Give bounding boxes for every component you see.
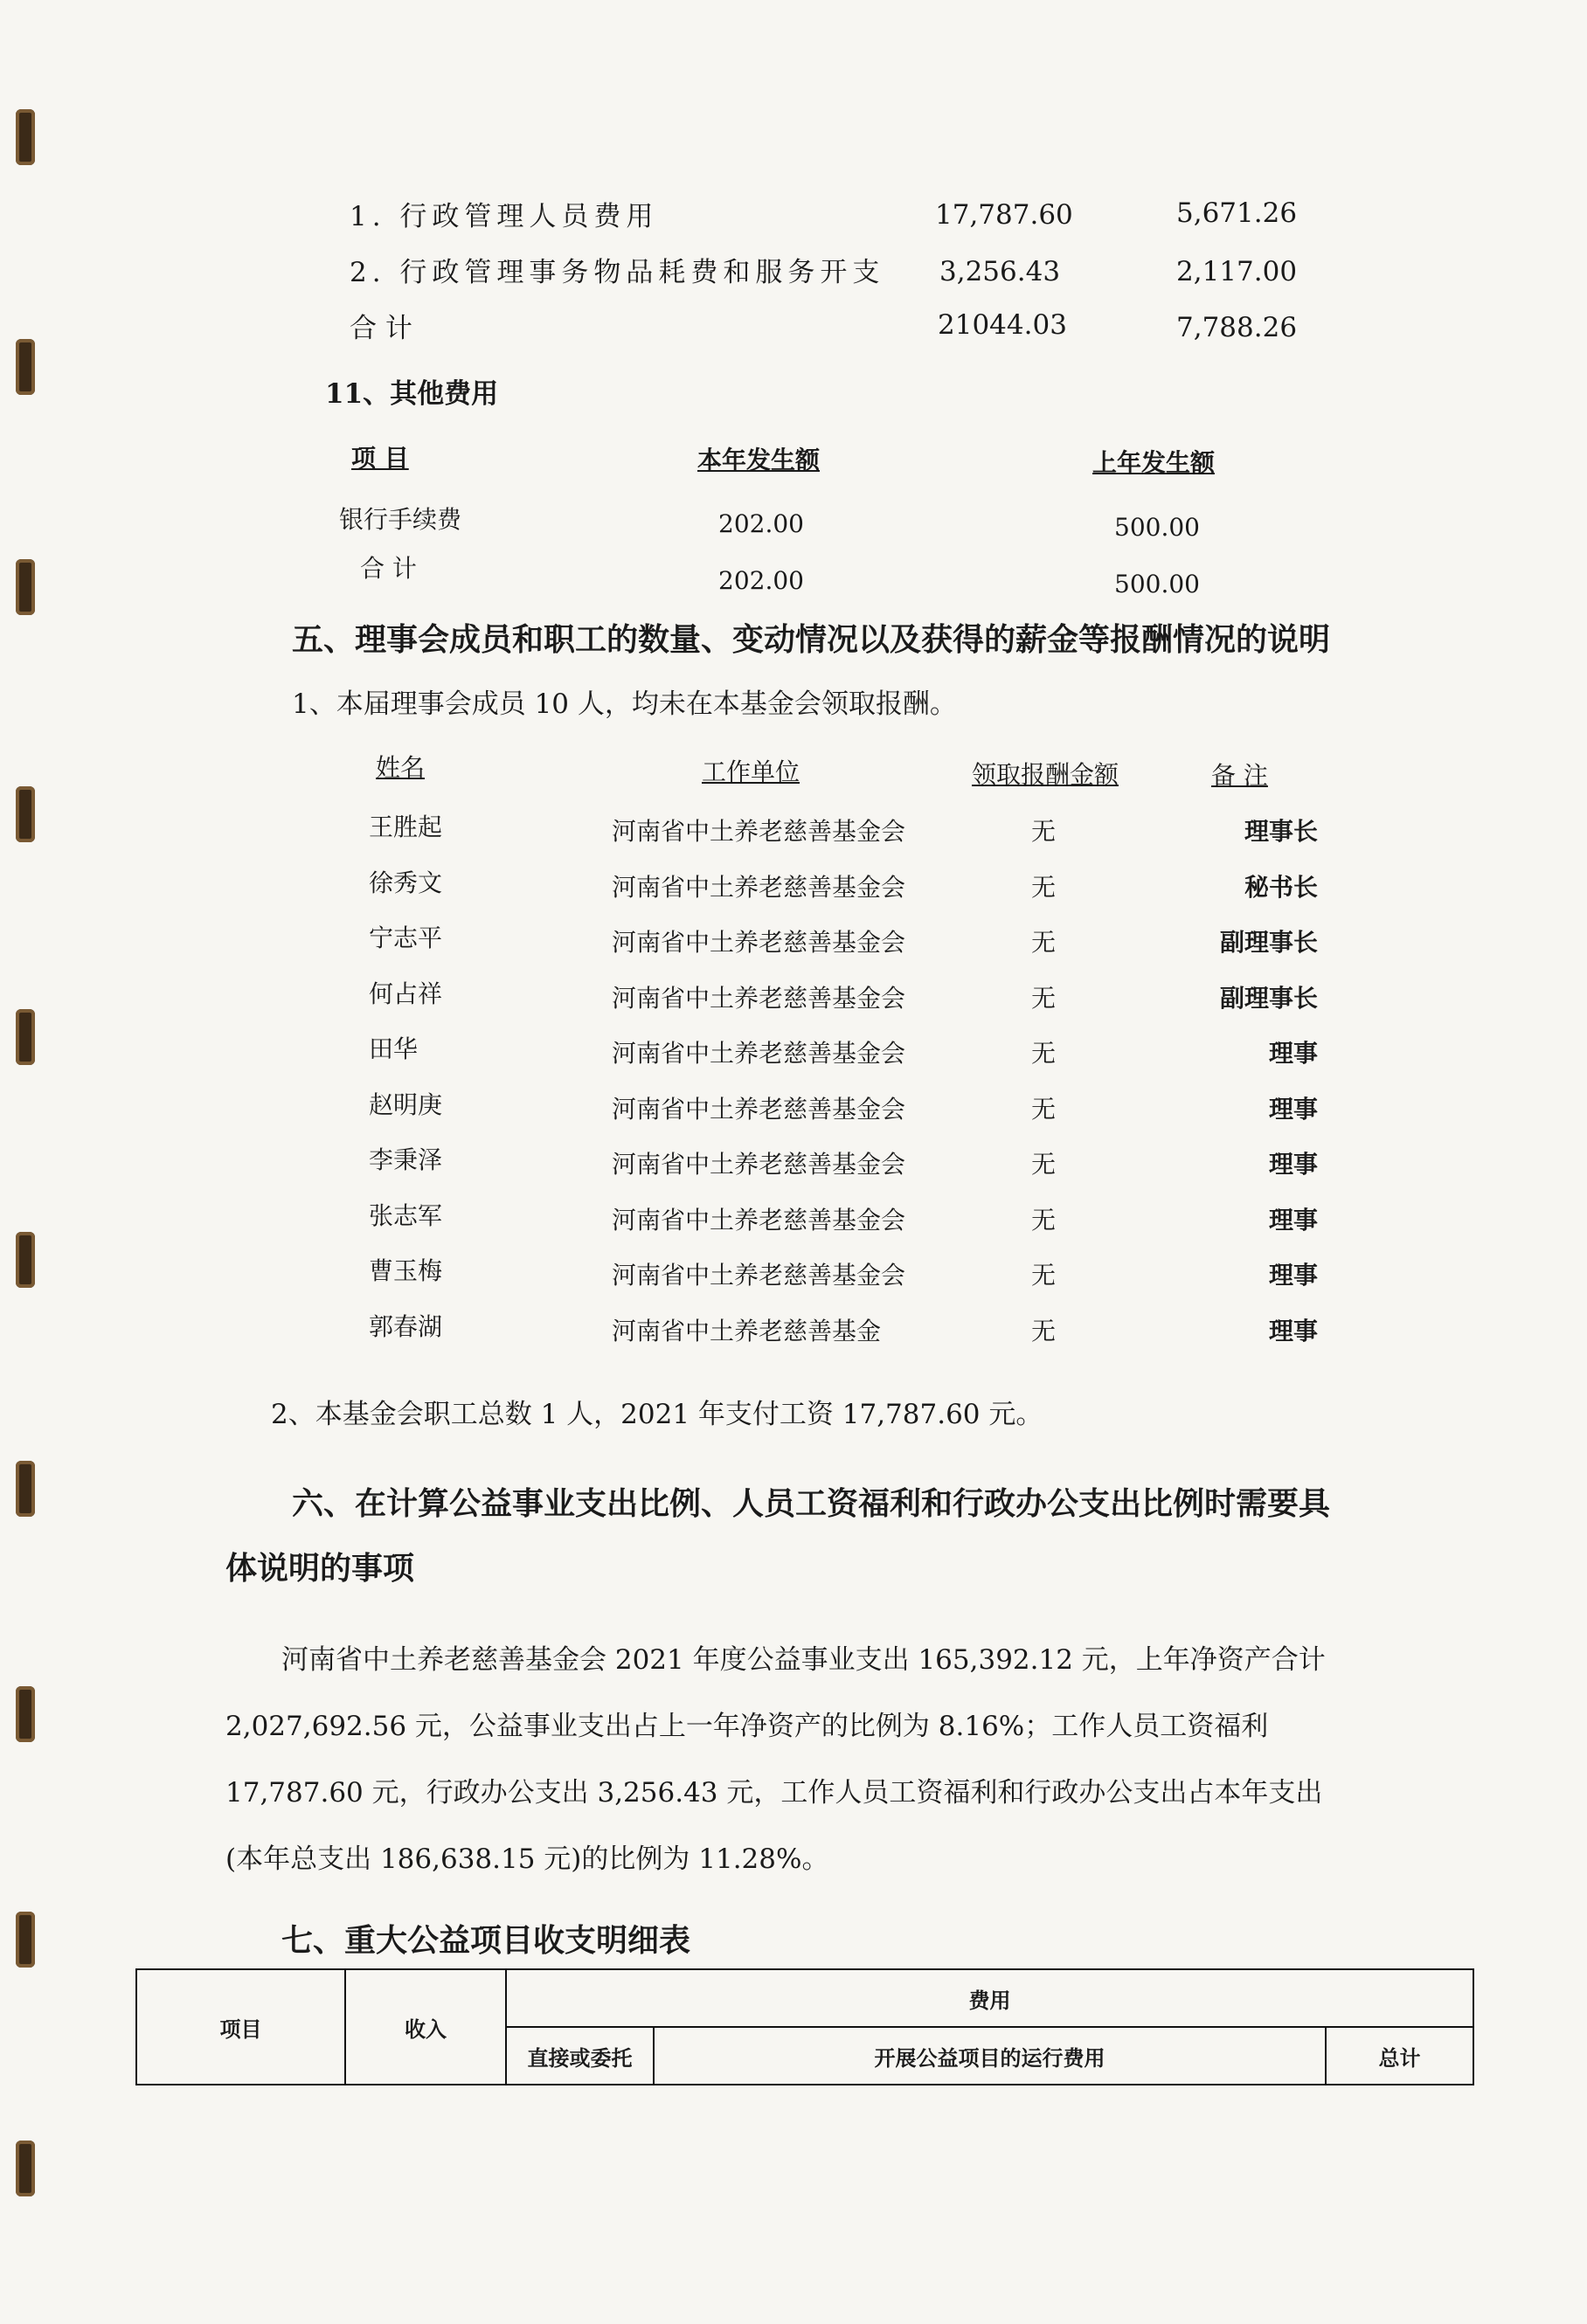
member-note: 理事	[1268, 1094, 1318, 1124]
member-unit: 河南省中土养老慈善基金会	[612, 1261, 906, 1290]
member-unit: 河南省中土养老慈善基金会	[612, 872, 906, 902]
members-header-name: 姓名	[376, 753, 426, 782]
section6-line: 17,787.60 元，行政办公支出 3,256.43 元，工作人员工资福利和行政办公支出占本年支出	[225, 1777, 1323, 1809]
member-name: 郭春湖	[369, 1311, 443, 1341]
other-header-previous: 上年发生额	[1092, 448, 1216, 477]
admin-row-item: 2. 行政管理事务物品耗费和服务开支	[350, 257, 885, 288]
admin-row-item: 1. 行政管理人员费用	[350, 201, 659, 232]
admin-row-current: 3,256.43	[939, 256, 1061, 287]
other-row-previous: 500.00	[1114, 513, 1200, 542]
member-unit: 河南省中土养老慈善基金会	[612, 928, 906, 957]
member-unit: 河南省中土养老慈善基金会	[612, 983, 906, 1013]
section6-line: 2,027,692.56 元，公益事业支出占上一年净资产的比例为 8.16%；工作人员工资福利	[225, 1711, 1269, 1742]
other-header-current: 本年发生额	[697, 446, 821, 474]
binding-hole	[16, 2141, 35, 2196]
project-table	[135, 1968, 1474, 2085]
admin-row-current: 21044.03	[938, 309, 1067, 341]
member-note: 秘书长	[1244, 872, 1318, 902]
member-name: 何占祥	[369, 979, 443, 1008]
section6-line: (本年总支出 186,638.15 元)的比例为 11.28%。	[225, 1843, 829, 1875]
staff-note: 2、本基金会职工总数 1 人，2021 年支付工资 17,787.60 元。	[271, 1399, 1043, 1430]
member-note: 理事	[1268, 1261, 1318, 1290]
binding-hole	[16, 786, 35, 842]
member-name: 张志军	[369, 1200, 443, 1230]
member-pay: 无	[1031, 817, 1057, 846]
member-name: 宁志平	[369, 923, 443, 952]
member-note: 副理事长	[1219, 928, 1318, 957]
member-pay: 无	[1031, 1039, 1057, 1068]
member-note: 副理事长	[1219, 983, 1318, 1013]
admin-row-previous: 2,117.00	[1176, 256, 1298, 287]
member-name: 李秉泽	[369, 1145, 443, 1174]
member-unit: 河南省中土养老慈善基金会	[612, 817, 906, 846]
members-header-note: 备 注	[1211, 761, 1268, 790]
member-pay: 无	[1031, 1150, 1057, 1179]
member-pay: 无	[1031, 1261, 1057, 1290]
section6-heading-line1: 六、在计算公益事业支出比例、人员工资福利和行政办公支出比例时需要具	[292, 1485, 1331, 1522]
member-unit: 河南省中土养老慈善基金会	[612, 1150, 906, 1179]
admin-row-previous: 5,671.26	[1176, 197, 1298, 229]
member-unit: 河南省中土养老慈善基金	[612, 1316, 882, 1345]
admin-row-current: 17,787.60	[935, 199, 1073, 231]
project-table-running-header: 开展公益项目的运行费用	[654, 2027, 1326, 2085]
admin-row-previous: 7,788.26	[1176, 312, 1298, 343]
other-row-item: 合 计	[360, 554, 417, 583]
member-name: 赵明庚	[369, 1089, 443, 1119]
binding-hole	[16, 1009, 35, 1065]
binding-hole	[16, 109, 35, 165]
admin-row-item: 合 计	[350, 313, 412, 344]
binding-hole	[16, 559, 35, 615]
project-table-expense-header: 费用	[506, 1969, 1473, 2027]
binding-hole	[16, 339, 35, 395]
member-note: 理事	[1268, 1150, 1318, 1179]
binding-hole	[16, 1232, 35, 1288]
member-pay: 无	[1031, 983, 1057, 1013]
member-pay: 无	[1031, 872, 1057, 902]
member-pay: 无	[1031, 1316, 1057, 1345]
other-row-item: 银行手续费	[339, 505, 462, 534]
member-pay: 无	[1031, 1205, 1057, 1235]
member-pay: 无	[1031, 928, 1057, 957]
other-row-current: 202.00	[718, 509, 804, 538]
member-name: 徐秀文	[369, 868, 443, 897]
member-pay: 无	[1031, 1094, 1057, 1124]
other-row-previous: 500.00	[1114, 570, 1200, 598]
section7-heading: 七、重大公益项目收支明细表	[281, 1922, 691, 1959]
section5-intro: 1、本届理事会成员 10 人，均未在本基金会领取报酬。	[292, 688, 957, 720]
binding-hole	[16, 1461, 35, 1517]
member-unit: 河南省中土养老慈善基金会	[612, 1094, 906, 1124]
member-note: 理事	[1268, 1039, 1318, 1068]
members-header-pay: 领取报酬金额	[972, 760, 1119, 789]
binding-hole	[16, 1686, 35, 1742]
section6-heading-line2: 体说明的事项	[225, 1550, 415, 1587]
other-expense-heading: 11、其他费用	[325, 378, 499, 410]
other-row-current: 202.00	[718, 566, 804, 595]
section6-line: 河南省中土养老慈善基金会 2021 年度公益事业支出 165,392.12 元，上年净资产合计	[281, 1644, 1326, 1676]
member-note: 理事	[1268, 1205, 1318, 1235]
member-name: 王胜起	[369, 813, 443, 841]
member-unit: 河南省中土养老慈善基金会	[612, 1039, 906, 1068]
member-note: 理事	[1268, 1316, 1318, 1345]
member-name: 田华	[369, 1034, 419, 1063]
member-unit: 河南省中土养老慈善基金会	[612, 1205, 906, 1235]
member-name: 曹玉梅	[369, 1256, 443, 1285]
project-table-total-header: 总计	[1326, 2027, 1473, 2085]
project-table-income-header: 收入	[345, 1969, 506, 2085]
member-note: 理事长	[1244, 817, 1318, 846]
other-header-item: 项 目	[351, 444, 409, 473]
binding-hole	[16, 1912, 35, 1968]
members-header-unit: 工作单位	[702, 757, 800, 786]
section5-heading: 五、理事会成员和职工的数量、变动情况以及获得的薪金等报酬情况的说明	[292, 621, 1331, 658]
project-table-direct-header: 直接或委托	[506, 2027, 654, 2085]
project-table-item-header: 项目	[136, 1969, 345, 2085]
